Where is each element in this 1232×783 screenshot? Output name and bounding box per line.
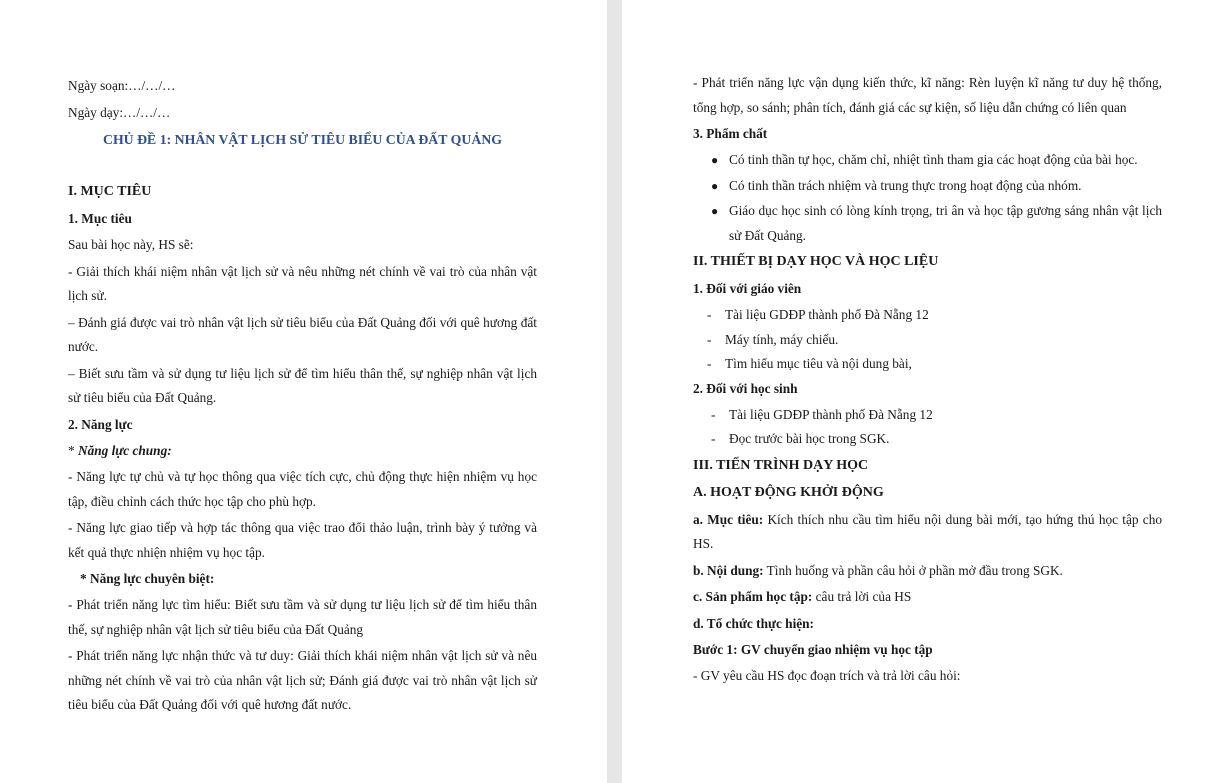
organization-label: d. Tổ chức thực hiện: — [693, 615, 814, 631]
dash-icon: - — [711, 431, 716, 446]
content-paragraph: b. Nội dung: Tình huống và phần câu hỏi ở phần mở đầu trong SGK. — [693, 562, 1063, 578]
subheading-teacher: 1. Đối với giáo viên — [693, 281, 802, 296]
list-item: ● Giáo dục học sinh có lòng kính trọng, tri ân và học tập gương sáng nhân vật lịch sử Đất Quảng. — [693, 199, 1162, 248]
step-1-heading: Bước 1: GV chuyển giao nhiệm vụ học tập — [693, 641, 933, 657]
specific-competency-item: - Phát triển năng lực nhận thức và tư duy: Giải thích khái niệm nhân vật lịch sử và nêu những nét chính về vai trò của nhân vật lịch sử; Đánh giá được vai trò nhân vật lịch sử tiêu biểu của Đất Quảng đối với quê hương đất nước. — [68, 648, 537, 712]
subheading-qualities: 3. Phẩm chất — [693, 126, 768, 141]
subheading-student: 2. Đối với học sinh — [693, 380, 798, 396]
subheading-goals: 1. Mục tiêu — [68, 211, 132, 226]
aim-paragraph: a. Mục tiêu: Kích thích nhu cầu tìm hiểu nội dung bài mới, tạo hứng thú học tập cho HS. — [693, 511, 1162, 551]
subheading-competencies: 2. Năng lực — [68, 416, 133, 432]
apply-skill-item: - Phát triển năng lực vận dụng kiến thức, kĩ năng: Rèn luyện kĩ năng tư duy hệ thống, tổng hợp, so sánh; phân tích, đánh giá các sự kiện, số liệu dẫn chứng có liên quan — [693, 75, 1162, 115]
list-item: - Máy tính, máy chiếu. — [693, 328, 1162, 353]
activity-warmup-heading: A. HOẠT ĐỘNG KHỞI ĐỘNG — [693, 484, 884, 500]
specific-competency-item: - Phát triển năng lực tìm hiểu: Biết sưu tầm và sử dụng tư liệu lịch sử để tìm hiểu thân thế, sự nghiệp nhân vật lịch sử tiêu biểu của Đất Quảng — [68, 597, 537, 637]
list-item: - Tìm hiểu mục tiêu và nội dung bài, — [693, 352, 1162, 377]
section-objectives: I. MỤC TIÊU — [68, 184, 152, 199]
qualities-list — [693, 148, 1162, 248]
dash-icon: - — [707, 331, 712, 347]
dash-icon: - — [707, 307, 712, 322]
document-page-right — [622, 0, 1232, 783]
document-page-left — [0, 0, 607, 783]
general-competency-item: - Năng lực giao tiếp và hợp tác thông qua việc trao đổi thảo luận, trình bày ý tưởng và kết quả thực nhiện nhiệm vụ học tập. — [68, 520, 537, 560]
dash-icon: - — [711, 406, 716, 422]
general-competency-item: - Năng lực tự chủ và tự học thông qua việc tích cực, chủ động thực hiện nhiệm vụ học tập, điều chỉnh cách thức học tập cho phù hợp. — [68, 469, 537, 509]
list-item: - Đọc trước bài học trong SGK. — [693, 427, 1162, 452]
goal-item: - Giải thích khái niệm nhân vật lịch sử và nêu những nét chính về vai trò của nhân vật lịch sử. — [68, 263, 537, 303]
bullet-icon: ● — [711, 204, 719, 218]
topic-title: CHỦ ĐỀ 1: NHÂN VẬT LỊCH SỬ TIÊU BIỂU CỦA ĐẤT QUẢNG — [102, 132, 503, 147]
product-paragraph: c. Sản phẩm học tập: câu trả lời của HS — [693, 589, 912, 604]
step-1-text: - GV yêu cầu HS đọc đoạn trích và trả lời câu hỏi: — [693, 667, 961, 683]
section-process: III. TIẾN TRÌNH DẠY HỌC — [693, 457, 869, 473]
section-equipment: II. THIẾT BỊ DẠY HỌC VÀ HỌC LIỆU — [693, 254, 939, 269]
general-competency-label: * Năng lực chung: — [68, 442, 172, 458]
student-list — [693, 403, 1162, 452]
goals-intro: Sau bài học này, HS sẽ: — [68, 237, 194, 252]
list-item: - Tài liệu GDĐP thành phố Đà Nẵng 12 — [693, 403, 1162, 428]
teacher-list — [693, 303, 1162, 377]
goal-item: – Biết sưu tầm và sử dụng tư liệu lịch sử để tìm hiểu thân thế, sự nghiệp nhân vật lịch sử tiêu biểu của Đất Quảng. — [68, 365, 537, 405]
date-prepared: Ngày soạn:…/…/… — [68, 78, 176, 93]
list-item: - Tài liệu GDĐP thành phố Đà Nẵng 12 — [693, 303, 1162, 328]
list-item: ● Có tinh thần tự học, chăm chỉ, nhiệt tình tham gia các hoạt động của bài học. — [693, 148, 1162, 173]
goal-item: – Đánh giá được vai trò nhân vật lịch sử tiêu biểu của Đất Quảng đối với quê hương đất nước. — [68, 314, 537, 354]
specific-competency-label: * Năng lực chuyên biệt: — [80, 571, 215, 586]
bullet-icon: ● — [711, 153, 719, 167]
bullet-icon: ● — [711, 178, 719, 193]
dash-icon: - — [707, 356, 712, 371]
date-taught: Ngày dạy:…/…/… — [68, 104, 171, 120]
list-item: ● Có tinh thần trách nhiệm và trung thực trong hoạt động của nhóm. — [693, 174, 1162, 199]
